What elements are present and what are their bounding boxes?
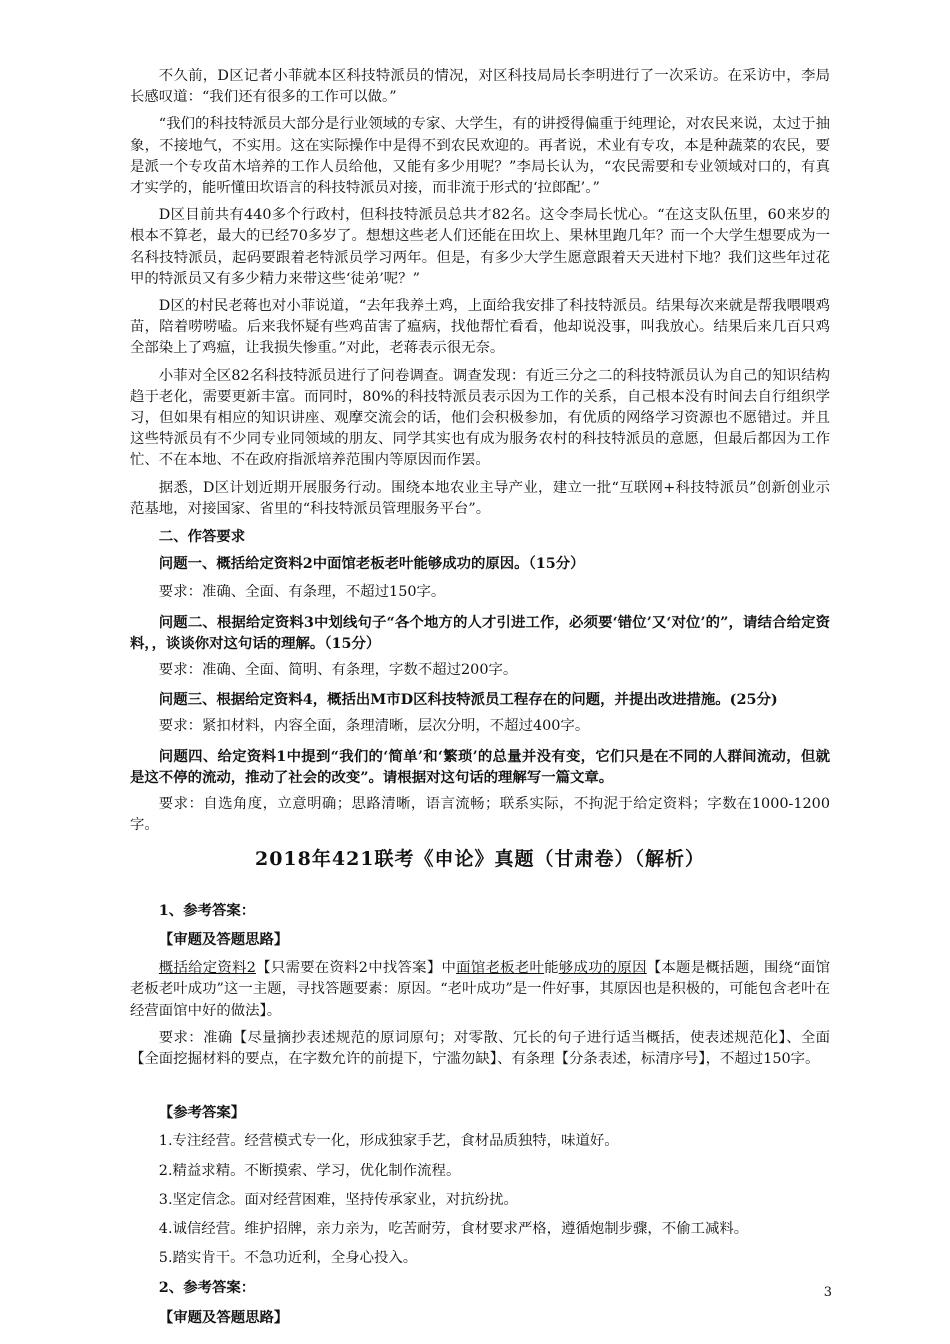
answer-1-label: 1、参考答案：: [158, 901, 256, 919]
answer-1-approach-text: [130, 958, 830, 1022]
question-1: 问题一、概括给定资料2中面馆老板老叶能够成功的原因。（15分）: [158, 555, 585, 573]
document-page: [130, 66, 830, 1334]
answer-item: 5.踏实肯干。不急功近利，全身心投入。: [158, 1250, 418, 1267]
paragraph: 不久前，D区记者小菲就本区科技特派员的情况，对区科技局局长李明进行了一次采访。在采访中，李局长感叹道：“我们还有很多的工作可以做。”: [130, 68, 830, 106]
text-span: 【本题是概括题，围绕“面馆老板老叶成功”这一主题，寻找答题要素：原因。“老叶成功”是一件好事，其原因也是积极的，可能包含老叶在经营面馆中好的做法】。: [130, 960, 830, 1019]
paragraph: D区目前共有440多个行政村，但科技特派员总共才82名。这令李局长忧心。“在这支队伍里，60来岁的根本不算老，最大的已经70多岁了。想想这些老人们还能在田坎上、果林里跑几年？而一个大学生想要成为一名科技特派员，起码要跟着老特派员学习两年。但是，有多少大学生愿意跟着天天进村下地？我们这些年过花甲的特派员又有多少精力来带这些‘徒弟’呢？”: [130, 207, 830, 287]
text-span: 【只需要在资料2中找答案】中: [255, 960, 457, 977]
paragraph: D区的村民老蒋也对小菲说道，“去年我养土鸡，上面给我安排了科技特派员。结果每次来就是帮我喂喂鸡苗，陪着唠唠嗑。后来我怀疑有些鸡苗害了瘟病，找他帮忙看看，他却说没事，叫我放心。结果后来几百只鸡全部染上了鸡瘟，让我损失惨重。”对此，老蒋表示很无奈。: [130, 298, 830, 357]
paragraph: “我们的科技特派员大部分是行业领域的专家、大学生，有的讲授得偏重于纯理论，对农民来说，太过于抽象，不接地气，不实用。这在实际操作中是得不到农民欢迎的。再者说，术业有专攻，本是种蔬菜的农民，要是派一个专攻苗木培养的工作人员给他，又能有多少用呢？”李局长认为，“农民需要和专业领域对口的，有真才实学的，能听懂田坎语言的科技特派员对接，而非流于形式的‘拉郎配’。”: [130, 116, 830, 197]
question-1-requirement: 要求：准确、全面、有条理，不超过150字。: [158, 584, 446, 601]
answer-item: 2.精益求精。不断摸索、学习，优化制作流程。: [158, 1162, 461, 1179]
answer-2-approach-heading: 【审题及答题思路】: [158, 1308, 289, 1326]
paragraph: 据悉，D区计划近期开展服务行动。围绕本地农业主导产业，建立一批“互联网+科技特派员”创新创业示范基地，对接国家、省里的“科技特派员管理服务平台”。: [130, 479, 830, 517]
answer-1-requirement-notes: 要求：准确【尽量摘抄表述规范的原词原句；对零散、冗长的句子进行适当概括，使表述规范化】、全面【全面挖掘材料的要点，在字数允许的前提下，宁滥勿缺】、有条理【分条表述，标清序号】，不超过150字。: [130, 1029, 830, 1067]
question-4-requirement: 要求：自选角度，立意明确；思路清晰，语言流畅；联系实际，不拘泥于给定资料；字数在1000-1200字。: [130, 796, 830, 834]
answer-2-label: 2、参考答案：: [158, 1279, 256, 1297]
underlined-phrase: 面馆老板老叶: [456, 960, 545, 977]
question-2-requirement: 要求：准确、全面、简明、有条理，字数不超过200字。: [158, 662, 518, 679]
underlined-phrase: 概括给定资料2: [158, 960, 256, 977]
requirements-heading: 二、作答要求: [158, 528, 246, 546]
question-4: 问题四、给定资料1中提到“我们的‘简单’和‘繁琐’的总量并没有变，它们只是在不同的人群间流动，但就是这不停的流动，推动了社会的改变”。请根据对这句话的理解写一篇文章。: [130, 747, 830, 786]
answer-item: 1.专注经营。经营模式专一化，形成独家手艺，食材品质独特，味道好。: [158, 1133, 619, 1150]
underlined-phrase: 够成功的原因: [558, 960, 647, 977]
answer-1-approach-heading: 【审题及答题思路】: [158, 930, 289, 948]
reference-answer-heading: 【参考答案】: [158, 1104, 246, 1122]
answer-item: 3.坚定信念。面对经营困难，坚持传承家业，对抗纷扰。: [158, 1191, 518, 1208]
text-span: 能: [544, 960, 559, 977]
question-3-requirement: 要求：紧扣材料，内容全面，条理清晰，层次分明，不超过400字。: [158, 718, 590, 735]
page-number: 3: [823, 1285, 832, 1300]
paragraph: 小菲对全区82名科技特派员进行了问卷调查。调查发现：有近三分之二的科技特派员认为自己的知识结构趋于老化，需要更新丰富。而同时，80%的科技特派员表示因为工作的关系，自己根本没有时间去自行组织学习，但如果有相应的知识讲座、观摩交流会的话，他们会积极参加，有优质的网络学习资源也不愿错过。并且这些特派员有不少同专业同领域的朋友、同学其实也有成为服务农村的科技特派员的意愿，但最后都因为工作忙、不在本地、不在政府指派培养范围内等原因而作罢。: [130, 367, 830, 469]
answer-item: 4.诚信经营。维护招牌，亲力亲为，吃苦耐劳，食材要求严格，遵循炮制步骤，不偷工减料。: [158, 1220, 749, 1237]
question-2: 问题二、根据给定资料3中划线句子“各个地方的人才引进工作，必须要‘错位’又‘对位’的”，请结合给定资料，，谈谈你对这句话的理解。（15分）: [130, 613, 830, 652]
question-3: 问题三、根据给定资料4，概括出M市D区科技特派员工程存在的问题，并提出改进措施。(25分): [158, 691, 778, 709]
section-title: 2018年421联考《申论》真题（甘肃卷）（解析）: [254, 847, 706, 870]
